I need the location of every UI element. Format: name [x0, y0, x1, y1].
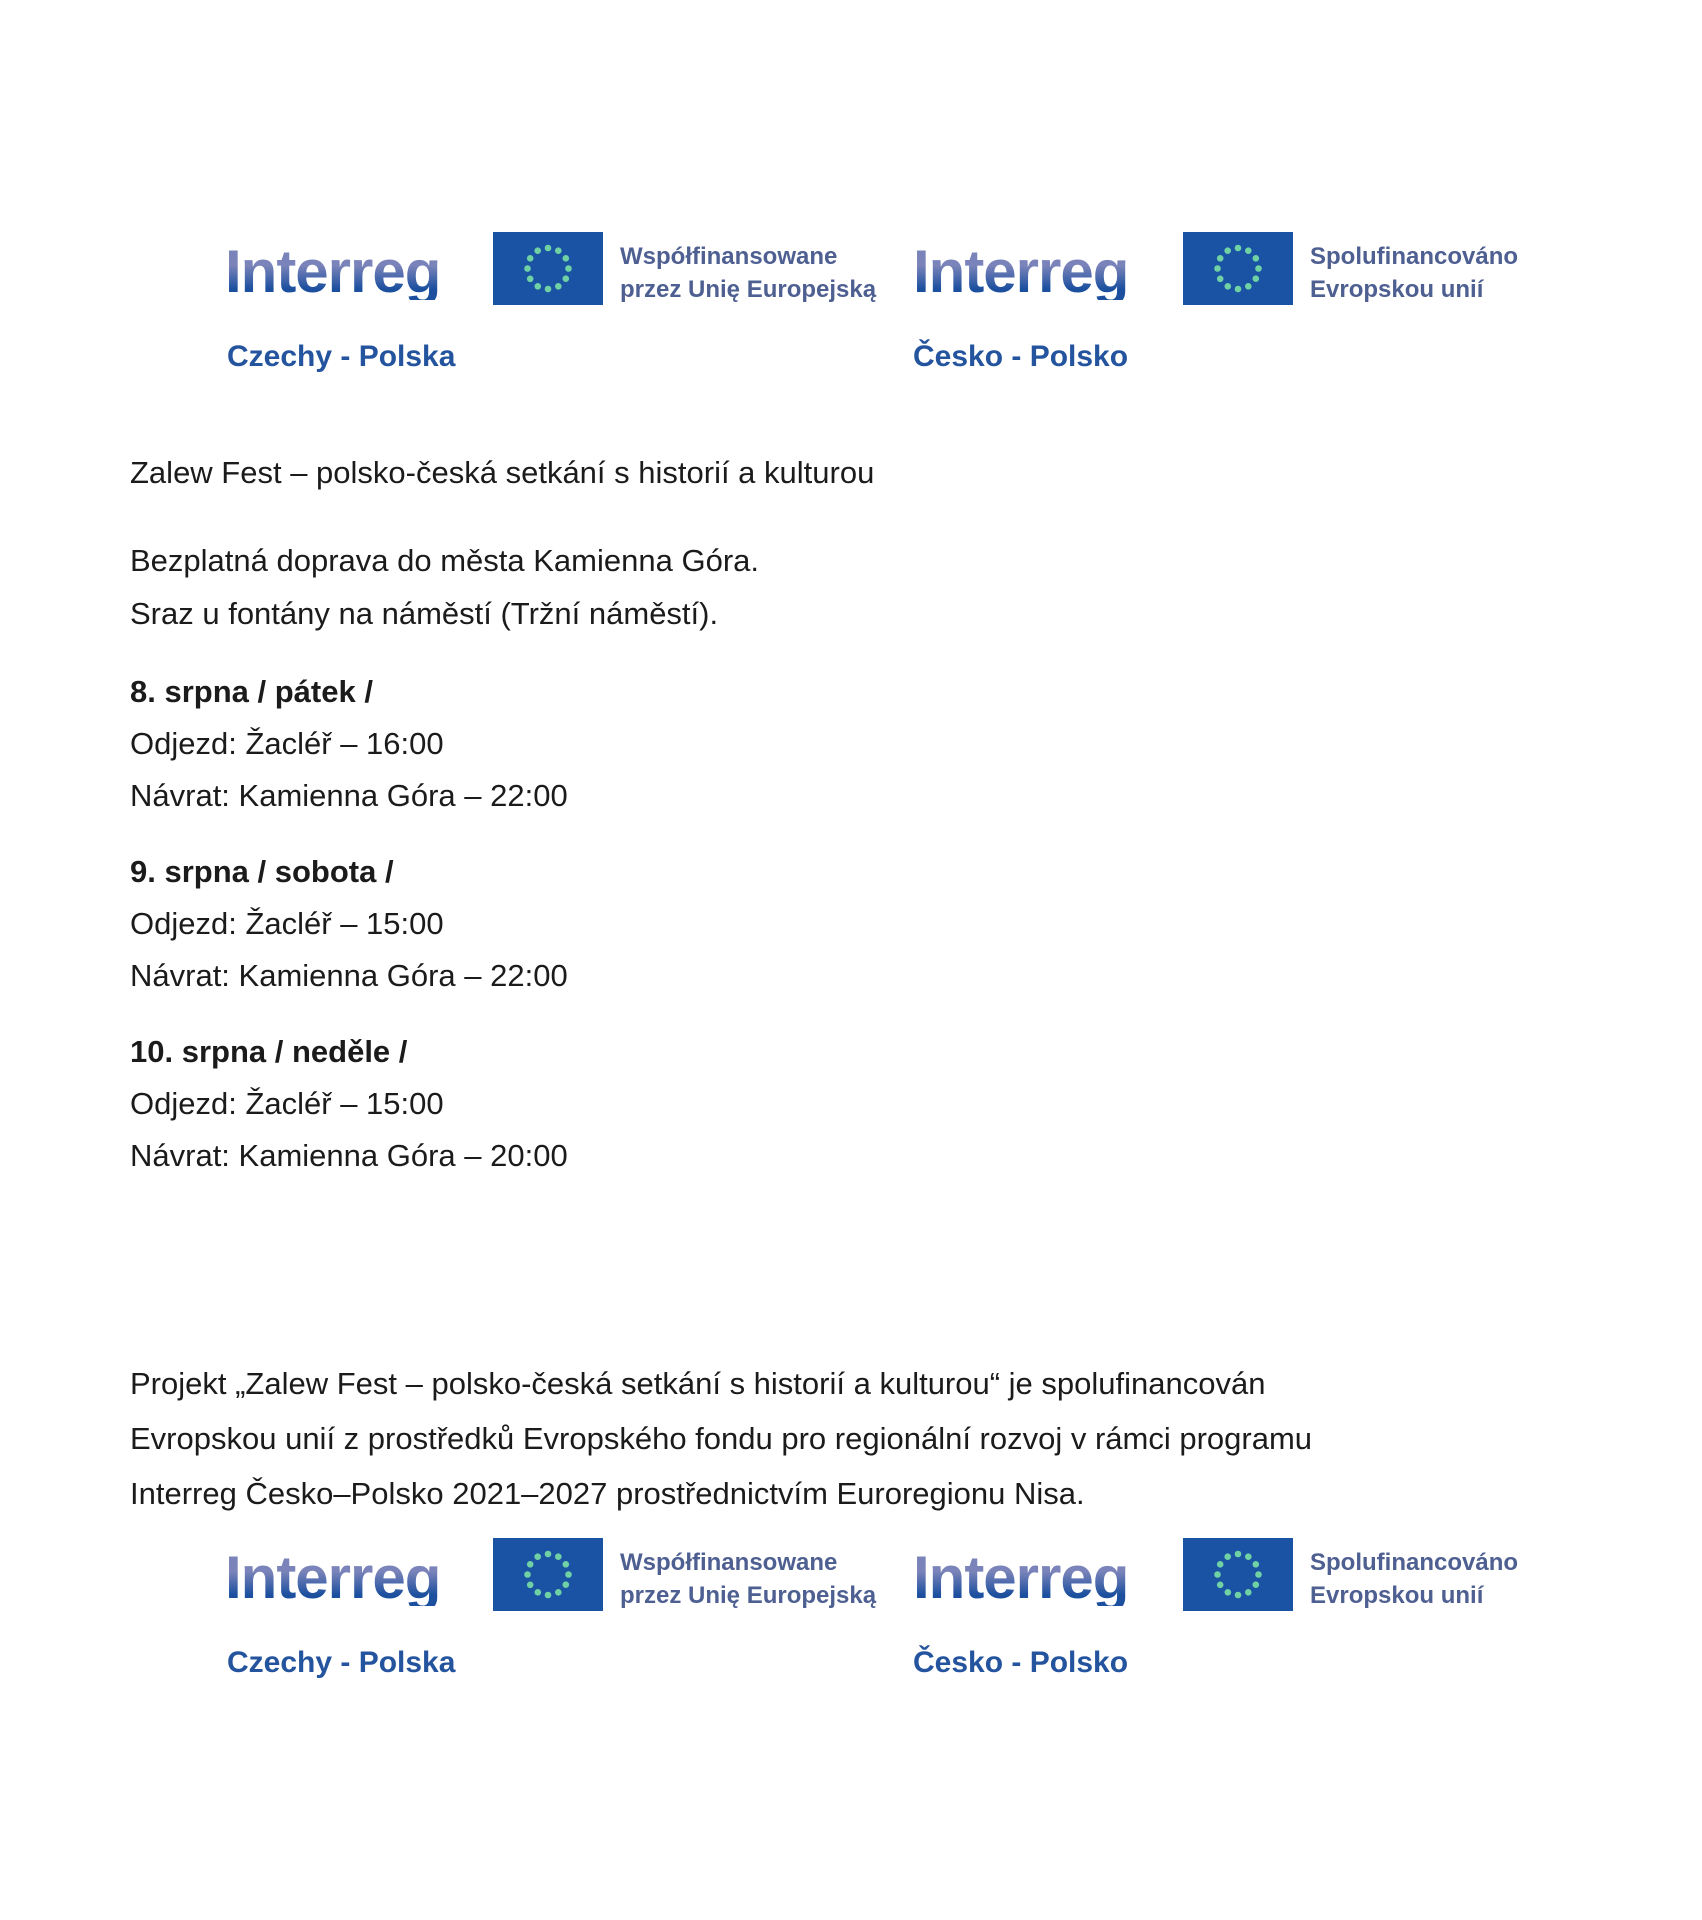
- schedule-day-heading: 8. srpna / pátek /: [130, 674, 373, 709]
- logo-strip-top: [225, 222, 1675, 397]
- funding-caption-line: Evropskou unií: [1310, 1582, 1484, 1609]
- cofinancing-paragraph: [130, 1356, 1550, 1521]
- schedule-return: Návrat: Kamienna Góra – 22:00: [130, 778, 568, 813]
- logo-strip-bottom: [225, 1528, 1675, 1703]
- funding-caption-line: przez Unię Europejską: [620, 1582, 877, 1609]
- eu-funding-caption-cz: [1310, 240, 1518, 306]
- schedule-departure: Odjezd: Žacléř – 15:00: [130, 1086, 444, 1121]
- program-label-cesko-polsko: Česko - Polsko: [913, 1646, 1129, 1679]
- interreg-logo: Interreg: [225, 1544, 441, 1611]
- schedule-day-heading: 10. srpna / neděle /: [130, 1034, 408, 1069]
- program-label-cesko-polsko: Česko - Polsko: [913, 340, 1129, 373]
- funding-caption-line: przez Unię Europejską: [620, 276, 877, 303]
- event-title: Zalew Fest – polsko-česká setkání s historií a kulturou: [130, 455, 875, 490]
- funding-caption-line: Evropskou unií: [1310, 276, 1484, 303]
- interreg-logo: Interreg: [913, 238, 1129, 305]
- schedule-day-3: [130, 1026, 568, 1182]
- cofinancing-line: Evropskou unií z prostředků Evropského fondu pro regionální rozvoj v rámci programu: [130, 1421, 1313, 1456]
- schedule-day-2: [130, 846, 568, 1002]
- program-label-czechy-polska: Czechy - Polska: [227, 1646, 456, 1679]
- interreg-logo: Interreg: [225, 238, 441, 305]
- funding-caption-line: Spolufinancováno: [1310, 1549, 1519, 1576]
- cofinancing-line: Projekt „Zalew Fest – polsko-česká setkání s historií a kulturou“ je spolufinancován: [130, 1366, 1266, 1401]
- eu-funding-caption-pl: [620, 240, 876, 306]
- schedule-day-heading: 9. srpna / sobota /: [130, 854, 394, 889]
- eu-flag-icon: [493, 1538, 603, 1611]
- funding-caption-line: Spolufinancováno: [1310, 243, 1519, 270]
- schedule-return: Návrat: Kamienna Góra – 22:00: [130, 958, 568, 993]
- eu-funding-caption-pl: [620, 1546, 876, 1612]
- funding-caption-line: Współfinansowane: [620, 243, 838, 270]
- schedule-return: Návrat: Kamienna Góra – 20:00: [130, 1138, 568, 1173]
- intro-line-meeting-point: Sraz u fontány na náměstí (Tržní náměstí).: [130, 596, 719, 631]
- schedule-day-1: [130, 666, 568, 822]
- eu-flag-icon: [1183, 1538, 1293, 1611]
- interreg-logo: Interreg: [913, 1544, 1129, 1611]
- schedule-departure: Odjezd: Žacléř – 15:00: [130, 906, 444, 941]
- eu-flag-icon: [493, 232, 603, 305]
- eu-flag-icon: [1183, 232, 1293, 305]
- schedule-departure: Odjezd: Žacléř – 16:00: [130, 726, 444, 761]
- program-label-czechy-polska: Czechy - Polska: [227, 340, 456, 373]
- eu-funding-caption-cz: [1310, 1546, 1518, 1612]
- cofinancing-line: Interreg Česko–Polsko 2021–2027 prostřednictvím Euroregionu Nisa.: [130, 1476, 1085, 1511]
- intro-line-transport: Bezplatná doprava do města Kamienna Góra.: [130, 543, 759, 578]
- funding-caption-line: Współfinansowane: [620, 1549, 838, 1576]
- intro-paragraph: [130, 534, 759, 640]
